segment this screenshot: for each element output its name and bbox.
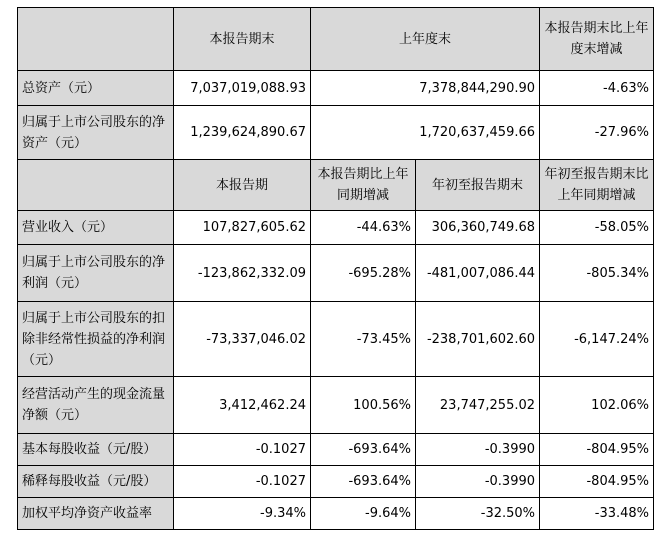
table-row: [18, 71, 654, 106]
value-cell: -0.3990: [416, 466, 540, 498]
row-label-net-profit: 归属于上市公司股东的净利润（元）: [18, 245, 174, 302]
header-change-vs-prior-year-end: 本报告期末比上年度末增减: [540, 8, 654, 71]
value-cell: 7,037,019,088.93: [174, 71, 311, 106]
table-row: [18, 106, 654, 160]
value-cell: 1,239,624,890.67: [174, 106, 311, 160]
value-cell: -9.34%: [174, 498, 311, 530]
table-row: [18, 211, 654, 245]
table-row: [18, 434, 654, 466]
value-cell: -805.34%: [540, 245, 654, 302]
header-period-end: 本报告期末: [174, 8, 311, 71]
row-label-roe: 加权平均净资产收益率: [18, 498, 174, 530]
value-cell: -804.95%: [540, 466, 654, 498]
header-prior-year-end: 上年度末: [311, 8, 540, 71]
value-cell: -32.50%: [416, 498, 540, 530]
row-label-operating-cash-flow: 经营活动产生的现金流量净额（元）: [18, 377, 174, 434]
section1-header-row: [18, 8, 654, 71]
row-label-net-profit-deducted: 归属于上市公司股东的扣除非经常性损益的净利润（元）: [18, 302, 174, 377]
value-cell: -693.64%: [311, 434, 416, 466]
row-label-revenue: 营业收入（元）: [18, 211, 174, 245]
value-cell: -73.45%: [311, 302, 416, 377]
value-cell: 3,412,462.24: [174, 377, 311, 434]
value-cell: -9.64%: [311, 498, 416, 530]
value-cell: -6,147.24%: [540, 302, 654, 377]
financial-summary-table: [17, 7, 654, 530]
value-cell: -123,862,332.09: [174, 245, 311, 302]
value-cell: -33.48%: [540, 498, 654, 530]
value-cell: -4.63%: [540, 71, 654, 106]
value-cell: 7,378,844,290.90: [311, 71, 540, 106]
value-cell: 306,360,749.68: [416, 211, 540, 245]
header-change-vs-same-period: 本报告期比上年同期增减: [311, 160, 416, 211]
value-cell: 23,747,255.02: [416, 377, 540, 434]
value-cell: -0.1027: [174, 466, 311, 498]
table-row: [18, 377, 654, 434]
value-cell: -27.96%: [540, 106, 654, 160]
value-cell: 107,827,605.62: [174, 211, 311, 245]
header-blank-cell: [18, 8, 174, 71]
value-cell: -804.95%: [540, 434, 654, 466]
table-row: [18, 466, 654, 498]
value-cell: -58.05%: [540, 211, 654, 245]
row-label-net-assets: 归属于上市公司股东的净资产（元）: [18, 106, 174, 160]
header-ytd-change: 年初至报告期末比上年同期增减: [540, 160, 654, 211]
section2-header-row: [18, 160, 654, 211]
value-cell: -0.3990: [416, 434, 540, 466]
value-cell: 1,720,637,459.66: [311, 106, 540, 160]
value-cell: -238,701,602.60: [416, 302, 540, 377]
header-blank-cell: [18, 160, 174, 211]
value-cell: -693.64%: [311, 466, 416, 498]
header-current-period: 本报告期: [174, 160, 311, 211]
table-row: [18, 302, 654, 377]
table-row: [18, 245, 654, 302]
value-cell: -73,337,046.02: [174, 302, 311, 377]
row-label-total-assets: 总资产（元）: [18, 71, 174, 106]
header-ytd: 年初至报告期末: [416, 160, 540, 211]
value-cell: -0.1027: [174, 434, 311, 466]
table-row: [18, 498, 654, 530]
row-label-diluted-eps: 稀释每股收益（元/股）: [18, 466, 174, 498]
row-label-basic-eps: 基本每股收益（元/股）: [18, 434, 174, 466]
value-cell: 100.56%: [311, 377, 416, 434]
value-cell: -695.28%: [311, 245, 416, 302]
value-cell: 102.06%: [540, 377, 654, 434]
value-cell: -481,007,086.44: [416, 245, 540, 302]
value-cell: -44.63%: [311, 211, 416, 245]
